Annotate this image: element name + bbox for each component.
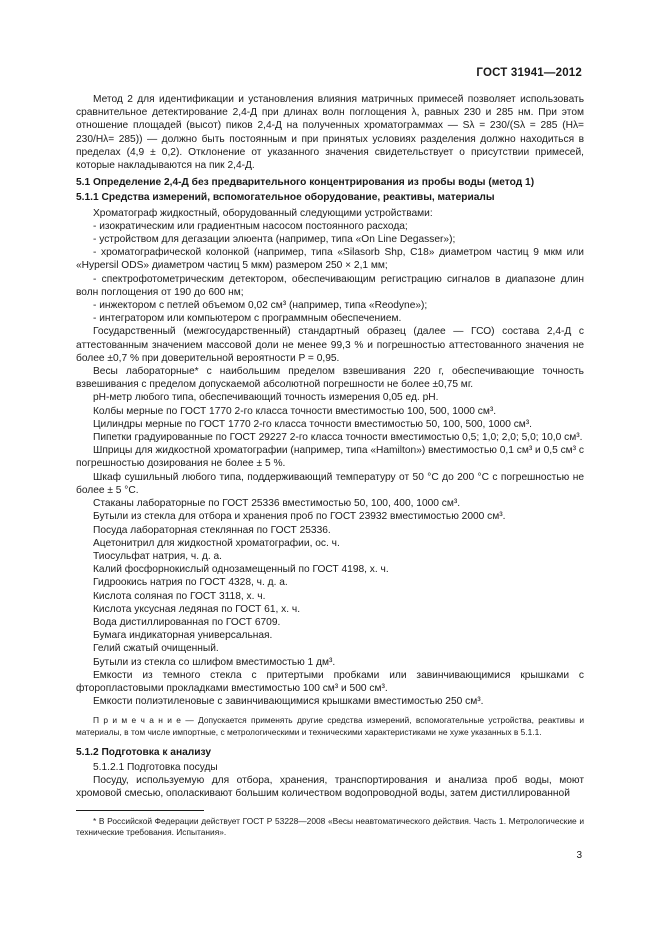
- equipment-item: Шкаф сушильный любого типа, поддерживающий температуру от 50 °С до 200 °С с погрешностью не более ± 5 °С.: [76, 471, 584, 496]
- page-number: 3: [576, 850, 582, 861]
- section-heading-5-1-1: 5.1.1 Средства измерений, вспомогательное оборудование, реактивы, материалы: [76, 192, 495, 204]
- footnote-separator: [76, 810, 204, 811]
- equipment-item: Колбы мерные по ГОСТ 1770 2-го класса точности вместимостью 100, 500, 1000 см³.: [93, 405, 497, 417]
- section-heading-5-1-2: 5.1.2 Подготовка к анализу: [76, 746, 212, 758]
- equipment-item: Тиосульфат натрия, ч. д. а.: [93, 550, 223, 562]
- equipment-item: Пипетки градуированные по ГОСТ 29227 2-го класса точности вместимостью 0,5; 1,0; 2,0; 5,0; 10,0 см³.: [93, 432, 583, 444]
- equipment-item: Емкости из темного стекла с притертыми пробками или завинчивающимися крышками с фторопластовыми прокладками вместимостью 100 см³ и 500 см³.: [76, 669, 584, 694]
- equipment-item: Государственный (межгосударственный) стандартный образец (далее — ГСО) состава 2,4-Д с аттестованным значением массовой доли не менее 99,3 % и погрешностью аттестованного значения не более ±0,7 % при доверительной вероятности P = 0,95.: [76, 326, 584, 364]
- prep-paragraph: Посуду, используемую для отбора, хранения, транспортирования и анализа проб воды, моют хромовой смесью, ополаскивают большим количеством водопроводной воды, затем дистиллированной: [76, 775, 584, 800]
- equipment-item: Стаканы лабораторные по ГОСТ 25336 вместимостью 50, 100, 400, 1000 см³.: [93, 498, 461, 510]
- equipment-item: Вода дистиллированная по ГОСТ 6709.: [93, 616, 281, 628]
- equipment-item: Шприцы для жидкостной хроматографии (например, типа «Hamilton») вместимостью 0,1 см³ и 0,5 см³ с погрешностью дозирования не более ± 5 %.: [76, 445, 584, 470]
- equipment-item: Емкости полиэтиленовые с завинчивающимися крышками вместимостью 250 см³.: [93, 696, 484, 708]
- document-body: [76, 93, 584, 801]
- subsection-heading-5-1-2-1: 5.1.2.1 Подготовка посуды: [93, 761, 218, 773]
- section-heading-5-1: 5.1 Определение 2,4-Д без предварительного концентрирования из пробы воды (метод 1): [76, 177, 535, 189]
- equipment-item: - изократическим или градиентным насосом постоянного расхода;: [93, 220, 408, 232]
- equipment-item: pH-метр любого типа, обеспечивающий точность измерения 0,05 ед. pH.: [93, 392, 439, 404]
- equipment-item: Цилиндры мерные по ГОСТ 1770 2-го класса точности вместимостью 50, 100, 500, 1000 см³.: [93, 418, 533, 430]
- equipment-item: Гелий сжатый очищенный.: [93, 643, 219, 655]
- equipment-list: [76, 207, 584, 709]
- equipment-item: Бумага индикаторная универсальная.: [93, 630, 273, 642]
- equipment-item: Ацетонитрил для жидкостной хроматографии, ос. ч.: [93, 537, 340, 549]
- equipment-item: Бутыли из стекла для отбора и хранения проб по ГОСТ 23932 вместимостью 2000 см³.: [93, 511, 506, 523]
- equipment-item: Бутыли из стекла со шлифом вместимостью 1 дм³.: [93, 656, 336, 668]
- footnote: * В Российской Федерации действует ГОСТ Р 53228—2008 «Весы неавтоматического действия. Часть 1. Метрологические и технические требования. Испытания».: [76, 816, 584, 838]
- equipment-item: Калий фосфорнокислый однозамещенный по ГОСТ 4198, х. ч.: [93, 564, 389, 576]
- equipment-item: Гидроокись натрия по ГОСТ 4328, ч. д. а.: [93, 577, 288, 589]
- equipment-item: - хроматографической колонкой (например, типа «Silasorb Shp, C18» диаметром частиц 9 мкм или «Hypersil ODS» диаметром частиц 5 мкм) размером 250 × 2,1 мм;: [76, 247, 584, 272]
- equipment-item: Кислота уксусная ледяная по ГОСТ 61, х. ч.: [93, 603, 301, 615]
- equipment-item: Весы лабораторные* с наибольшим пределом взвешивания 220 г, обеспечивающие точность взвешивания с пределом допускаемой абсолютной погрешности не более ±0,75 мг.: [76, 366, 584, 391]
- equipment-item: - устройством для дегазации элюента (например, типа «On Line Degasser»);: [93, 234, 456, 246]
- equipment-item: - инжектором с петлей объемом 0,02 см³ (например, типа «Reodyne»);: [93, 300, 428, 312]
- equipment-item: Посуда лабораторная стеклянная по ГОСТ 25336.: [93, 524, 331, 536]
- equipment-item: Кислота соляная по ГОСТ 3118, х. ч.: [93, 590, 266, 602]
- intro-paragraph: Метод 2 для идентификации и установления влияния матричных примесей позволяет использовать сравнительное детектирование 2,4-Д при длинах волн поглощения λ, равных 230 и 285 нм. При этом отношение площадей (высот) пиков 2,4-Д на полученных хроматограммах — Sλ = 230/(Sλ = 285 (Hλ= 230/Hλ= 285)) — должно быть постоянным и при принятых условиях разделения должно находиться в пределах (4,9 ± 0,2). Отклонение от указанного значения свидетельствует о присутствии примесей, которые накладываются на пик 2,4-Д.: [76, 94, 584, 172]
- document-header: ГОСТ 31941—2012: [476, 67, 582, 79]
- equipment-item: - спектрофотометрическим детектором, обеспечивающим регистрацию сигналов в диапазоне длин волн поглощения от 190 до 600 нм;: [76, 273, 584, 298]
- equipment-item: - интегратором или компьютером с программным обеспечением.: [93, 313, 402, 325]
- note-paragraph: П р и м е ч а н и е — Допускается применять другие средства измерений, вспомогательные устройства, реактивы и материалы, в том числе импортные, с метрологическими и техническими характеристиками не хуже указанных в 5.1.1.: [76, 715, 584, 737]
- equipment-item: Хроматограф жидкостный, оборудованный следующими устройствами:: [93, 207, 433, 219]
